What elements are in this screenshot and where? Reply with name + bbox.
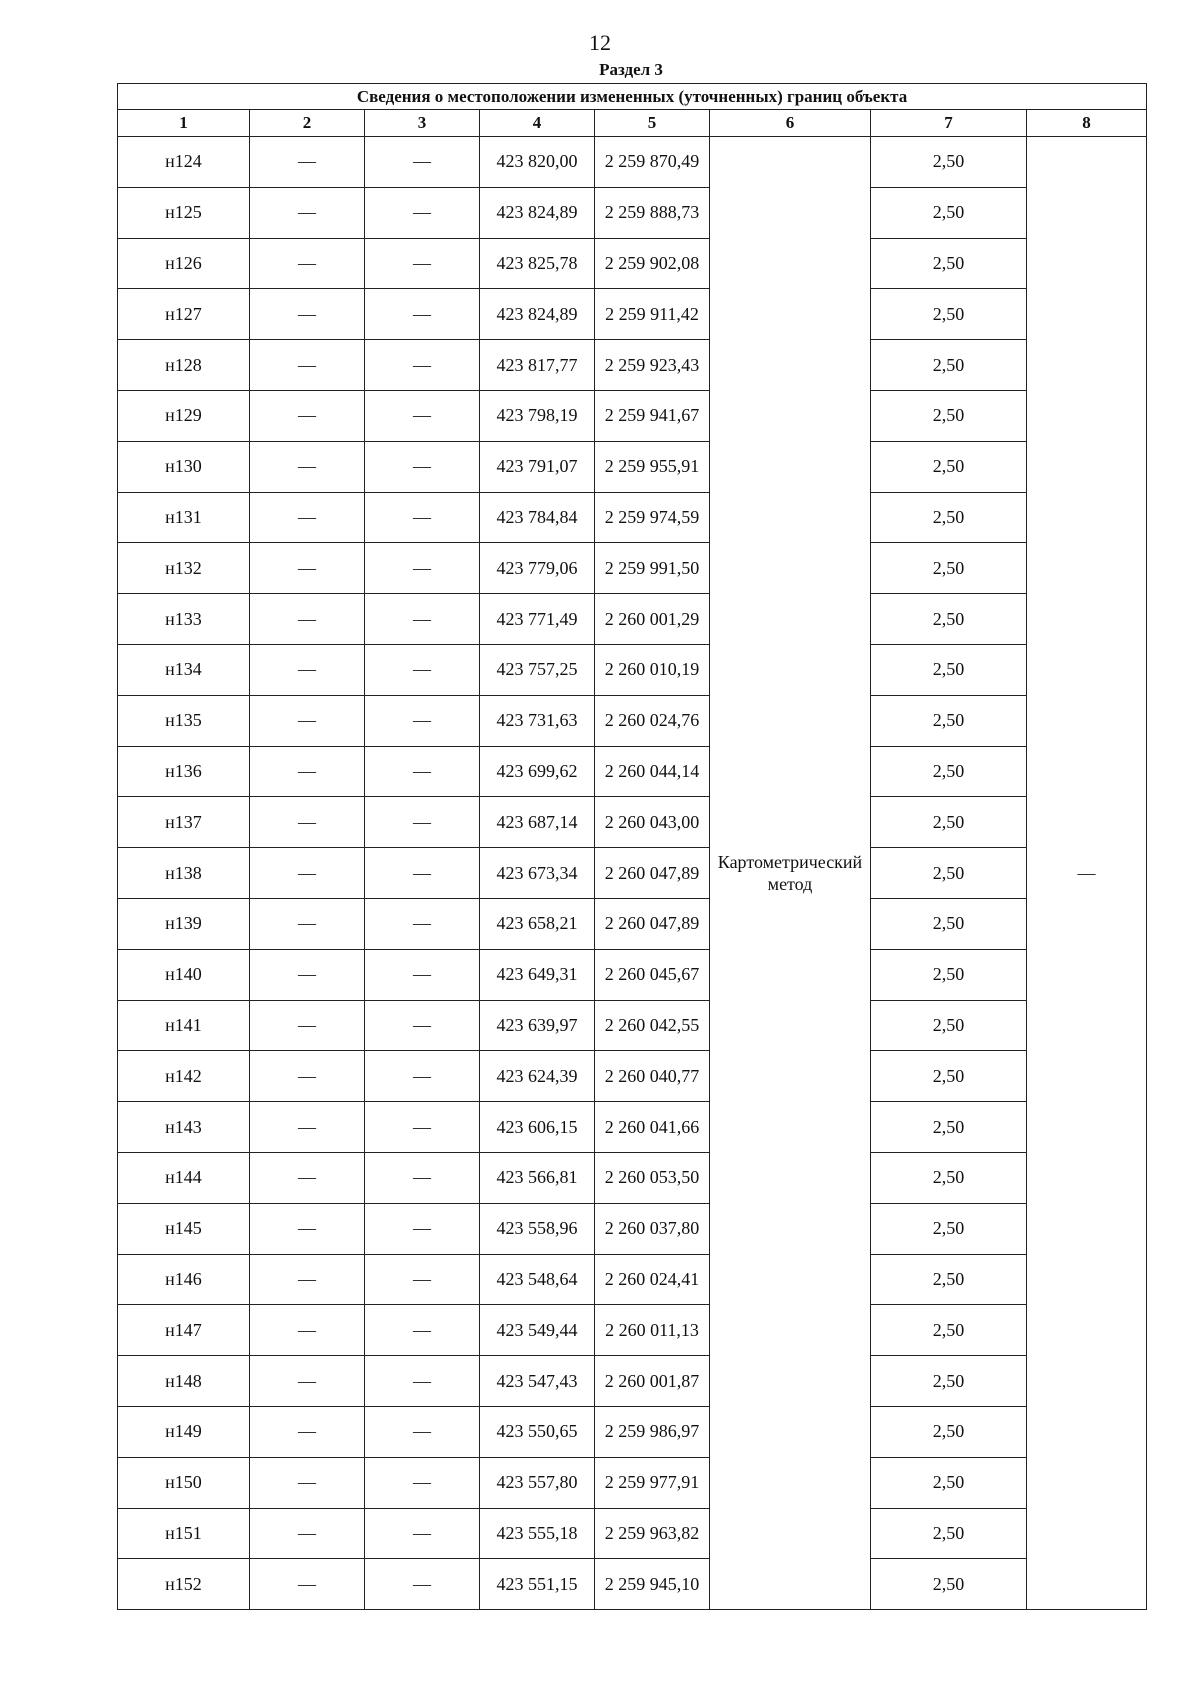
table-body (118, 84, 1147, 1610)
x-coordinate-cell: 423 825,78 (480, 238, 595, 289)
col3-cell: — (365, 898, 480, 949)
col2-cell: — (250, 1508, 365, 1559)
point-cell: н131 (118, 492, 250, 543)
table-row (118, 1356, 1147, 1407)
accuracy-cell: 2,50 (871, 695, 1027, 746)
col3-cell: — (365, 289, 480, 340)
accuracy-cell: 2,50 (871, 390, 1027, 441)
table-row (118, 1152, 1147, 1203)
table-row (118, 695, 1147, 746)
y-coordinate-cell: 2 259 963,82 (595, 1508, 710, 1559)
col3-cell: — (365, 137, 480, 188)
point-cell: н149 (118, 1406, 250, 1457)
col2-cell: — (250, 187, 365, 238)
table-row (118, 187, 1147, 238)
section-title: Раздел 3 (599, 60, 663, 79)
col3-cell: — (365, 695, 480, 746)
accuracy-cell: 2,50 (871, 289, 1027, 340)
point-cell: н144 (118, 1152, 250, 1203)
col3-cell: — (365, 340, 480, 391)
point-cell: н125 (118, 187, 250, 238)
y-coordinate-cell: 2 259 923,43 (595, 340, 710, 391)
col2-cell: — (250, 949, 365, 1000)
y-coordinate-cell: 2 260 010,19 (595, 644, 710, 695)
accuracy-cell: 2,50 (871, 797, 1027, 848)
col2-cell: — (250, 1559, 365, 1610)
col2-cell: — (250, 1000, 365, 1051)
col2-cell: — (250, 1356, 365, 1407)
col2-cell: — (250, 1152, 365, 1203)
point-cell: н143 (118, 1102, 250, 1153)
y-coordinate-cell: 2 259 888,73 (595, 187, 710, 238)
accuracy-cell: 2,50 (871, 1457, 1027, 1508)
table-row (118, 390, 1147, 441)
point-cell: н148 (118, 1356, 250, 1407)
col3-cell: — (365, 644, 480, 695)
col3-cell: — (365, 1406, 480, 1457)
y-coordinate-cell: 2 260 037,80 (595, 1203, 710, 1254)
y-coordinate-cell: 2 259 991,50 (595, 543, 710, 594)
y-coordinate-cell: 2 259 941,67 (595, 390, 710, 441)
col3-cell: — (365, 543, 480, 594)
column-number: 5 (595, 110, 710, 137)
accuracy-cell: 2,50 (871, 1152, 1027, 1203)
x-coordinate-cell: 423 673,34 (480, 848, 595, 899)
point-cell: н132 (118, 543, 250, 594)
point-cell: н139 (118, 898, 250, 949)
y-coordinate-cell: 2 259 945,10 (595, 1559, 710, 1610)
x-coordinate-cell: 423 558,96 (480, 1203, 595, 1254)
point-cell: н129 (118, 390, 250, 441)
y-coordinate-cell: 2 259 911,42 (595, 289, 710, 340)
col3-cell: — (365, 441, 480, 492)
x-coordinate-cell: 423 557,80 (480, 1457, 595, 1508)
col3-cell: — (365, 746, 480, 797)
table-row (118, 949, 1147, 1000)
y-coordinate-cell: 2 260 043,00 (595, 797, 710, 848)
point-cell: н141 (118, 1000, 250, 1051)
point-cell: н124 (118, 137, 250, 188)
y-coordinate-cell: 2 260 053,50 (595, 1152, 710, 1203)
accuracy-cell: 2,50 (871, 1051, 1027, 1102)
col3-cell: — (365, 1152, 480, 1203)
col2-cell: — (250, 289, 365, 340)
accuracy-cell: 2,50 (871, 441, 1027, 492)
column-number: 8 (1027, 110, 1147, 137)
point-cell: н128 (118, 340, 250, 391)
col2-cell: — (250, 441, 365, 492)
column-number: 2 (250, 110, 365, 137)
col2-cell: — (250, 1051, 365, 1102)
col3-cell: — (365, 848, 480, 899)
accuracy-cell: 2,50 (871, 543, 1027, 594)
page-number: 12 (589, 30, 611, 55)
x-coordinate-cell: 423 824,89 (480, 289, 595, 340)
col2-cell: — (250, 746, 365, 797)
point-cell: н135 (118, 695, 250, 746)
point-cell: н150 (118, 1457, 250, 1508)
point-cell: н133 (118, 594, 250, 645)
point-cell: н127 (118, 289, 250, 340)
point-cell: н138 (118, 848, 250, 899)
col2-cell: — (250, 644, 365, 695)
table-row (118, 797, 1147, 848)
col3-cell: — (365, 1051, 480, 1102)
table-row (118, 289, 1147, 340)
col2-cell: — (250, 390, 365, 441)
col3-cell: — (365, 1305, 480, 1356)
accuracy-cell: 2,50 (871, 340, 1027, 391)
x-coordinate-cell: 423 549,44 (480, 1305, 595, 1356)
x-coordinate-cell: 423 555,18 (480, 1508, 595, 1559)
x-coordinate-cell: 423 639,97 (480, 1000, 595, 1051)
x-coordinate-cell: 423 817,77 (480, 340, 595, 391)
y-coordinate-cell: 2 260 024,41 (595, 1254, 710, 1305)
col3-cell: — (365, 594, 480, 645)
y-coordinate-cell: 2 260 044,14 (595, 746, 710, 797)
point-cell: н147 (118, 1305, 250, 1356)
table-row (118, 1508, 1147, 1559)
col3-cell: — (365, 187, 480, 238)
x-coordinate-cell: 423 606,15 (480, 1102, 595, 1153)
table-row (118, 238, 1147, 289)
accuracy-cell: 2,50 (871, 644, 1027, 695)
point-cell: н126 (118, 238, 250, 289)
accuracy-cell: 2,50 (871, 1203, 1027, 1254)
point-cell: н151 (118, 1508, 250, 1559)
x-coordinate-cell: 423 547,43 (480, 1356, 595, 1407)
accuracy-cell: 2,50 (871, 137, 1027, 188)
accuracy-cell: 2,50 (871, 746, 1027, 797)
x-coordinate-cell: 423 784,84 (480, 492, 595, 543)
col2-cell: — (250, 695, 365, 746)
x-coordinate-cell: 423 824,89 (480, 187, 595, 238)
table-row (118, 340, 1147, 391)
col3-cell: — (365, 1254, 480, 1305)
col2-cell: — (250, 594, 365, 645)
x-coordinate-cell: 423 551,15 (480, 1559, 595, 1610)
accuracy-cell: 2,50 (871, 1305, 1027, 1356)
col2-cell: — (250, 1102, 365, 1153)
point-cell: н152 (118, 1559, 250, 1610)
point-cell: н137 (118, 797, 250, 848)
x-coordinate-cell: 423 624,39 (480, 1051, 595, 1102)
accuracy-cell: 2,50 (871, 898, 1027, 949)
y-coordinate-cell: 2 259 986,97 (595, 1406, 710, 1457)
col3-cell: — (365, 1508, 480, 1559)
y-coordinate-cell: 2 260 001,87 (595, 1356, 710, 1407)
accuracy-cell: 2,50 (871, 1356, 1027, 1407)
y-coordinate-cell: 2 259 974,59 (595, 492, 710, 543)
accuracy-cell: 2,50 (871, 594, 1027, 645)
y-coordinate-cell: 2 260 042,55 (595, 1000, 710, 1051)
col2-cell: — (250, 797, 365, 848)
x-coordinate-cell: 423 820,00 (480, 137, 595, 188)
table-row (118, 1406, 1147, 1457)
accuracy-cell: 2,50 (871, 238, 1027, 289)
table-row (118, 1051, 1147, 1102)
x-coordinate-cell: 423 649,31 (480, 949, 595, 1000)
point-cell: н130 (118, 441, 250, 492)
col3-cell: — (365, 797, 480, 848)
caption-row (118, 84, 1147, 110)
table-row (118, 441, 1147, 492)
accuracy-cell: 2,50 (871, 848, 1027, 899)
table-caption: Сведения о местоположении измененных (уточненных) границ объекта (118, 84, 1147, 110)
table-row (118, 746, 1147, 797)
x-coordinate-cell: 423 548,64 (480, 1254, 595, 1305)
x-coordinate-cell: 423 658,21 (480, 898, 595, 949)
col2-cell: — (250, 543, 365, 594)
table-row (118, 1102, 1147, 1153)
col2-cell: — (250, 1406, 365, 1457)
col3-cell: — (365, 492, 480, 543)
table-row (118, 492, 1147, 543)
col3-cell: — (365, 1457, 480, 1508)
y-coordinate-cell: 2 260 011,13 (595, 1305, 710, 1356)
method-cell: Картометрический метод (710, 137, 871, 1610)
column-number: 1 (118, 110, 250, 137)
y-coordinate-cell: 2 259 870,49 (595, 137, 710, 188)
accuracy-cell: 2,50 (871, 1102, 1027, 1153)
accuracy-cell: 2,50 (871, 187, 1027, 238)
x-coordinate-cell: 423 779,06 (480, 543, 595, 594)
point-cell: н134 (118, 644, 250, 695)
col3-cell: — (365, 1203, 480, 1254)
col3-cell: — (365, 1356, 480, 1407)
column-number: 3 (365, 110, 480, 137)
accuracy-cell: 2,50 (871, 1406, 1027, 1457)
col3-cell: — (365, 1102, 480, 1153)
col3-cell: — (365, 390, 480, 441)
y-coordinate-cell: 2 260 045,67 (595, 949, 710, 1000)
column-number: 4 (480, 110, 595, 137)
x-coordinate-cell: 423 771,49 (480, 594, 595, 645)
col2-cell: — (250, 238, 365, 289)
col2-cell: — (250, 898, 365, 949)
col3-cell: — (365, 1559, 480, 1610)
table-row (118, 644, 1147, 695)
y-coordinate-cell: 2 260 001,29 (595, 594, 710, 645)
y-coordinate-cell: 2 260 041,66 (595, 1102, 710, 1153)
accuracy-cell: 2,50 (871, 492, 1027, 543)
table-row (118, 898, 1147, 949)
x-coordinate-cell: 423 731,63 (480, 695, 595, 746)
column8-cell: — (1027, 137, 1147, 1610)
column-number: 7 (871, 110, 1027, 137)
column-number-row (118, 110, 1147, 137)
accuracy-cell: 2,50 (871, 949, 1027, 1000)
table-row (118, 1305, 1147, 1356)
col2-cell: — (250, 1203, 365, 1254)
x-coordinate-cell: 423 791,07 (480, 441, 595, 492)
y-coordinate-cell: 2 259 977,91 (595, 1457, 710, 1508)
point-cell: н142 (118, 1051, 250, 1102)
x-coordinate-cell: 423 699,62 (480, 746, 595, 797)
point-cell: н140 (118, 949, 250, 1000)
col2-cell: — (250, 492, 365, 543)
table-row (118, 1457, 1147, 1508)
column-number: 6 (710, 110, 871, 137)
accuracy-cell: 2,50 (871, 1000, 1027, 1051)
accuracy-cell: 2,50 (871, 1559, 1027, 1610)
col2-cell: — (250, 340, 365, 391)
col2-cell: — (250, 1305, 365, 1356)
table-row (118, 1559, 1147, 1610)
coordinates-table (117, 83, 1147, 1610)
table-row (118, 594, 1147, 645)
col3-cell: — (365, 1000, 480, 1051)
x-coordinate-cell: 423 757,25 (480, 644, 595, 695)
table-row (118, 137, 1147, 188)
point-cell: н145 (118, 1203, 250, 1254)
point-cell: н146 (118, 1254, 250, 1305)
table-row (118, 543, 1147, 594)
y-coordinate-cell: 2 259 955,91 (595, 441, 710, 492)
x-coordinate-cell: 423 566,81 (480, 1152, 595, 1203)
col2-cell: — (250, 1254, 365, 1305)
col2-cell: — (250, 1457, 365, 1508)
col3-cell: — (365, 238, 480, 289)
accuracy-cell: 2,50 (871, 1254, 1027, 1305)
y-coordinate-cell: 2 260 047,89 (595, 848, 710, 899)
col2-cell: — (250, 137, 365, 188)
accuracy-cell: 2,50 (871, 1508, 1027, 1559)
y-coordinate-cell: 2 260 024,76 (595, 695, 710, 746)
col3-cell: — (365, 949, 480, 1000)
y-coordinate-cell: 2 259 902,08 (595, 238, 710, 289)
table-row (118, 1254, 1147, 1305)
table-row (118, 848, 1147, 899)
x-coordinate-cell: 423 798,19 (480, 390, 595, 441)
table-row (118, 1203, 1147, 1254)
x-coordinate-cell: 423 687,14 (480, 797, 595, 848)
col2-cell: — (250, 848, 365, 899)
x-coordinate-cell: 423 550,65 (480, 1406, 595, 1457)
y-coordinate-cell: 2 260 040,77 (595, 1051, 710, 1102)
table-row (118, 1000, 1147, 1051)
y-coordinate-cell: 2 260 047,89 (595, 898, 710, 949)
point-cell: н136 (118, 746, 250, 797)
